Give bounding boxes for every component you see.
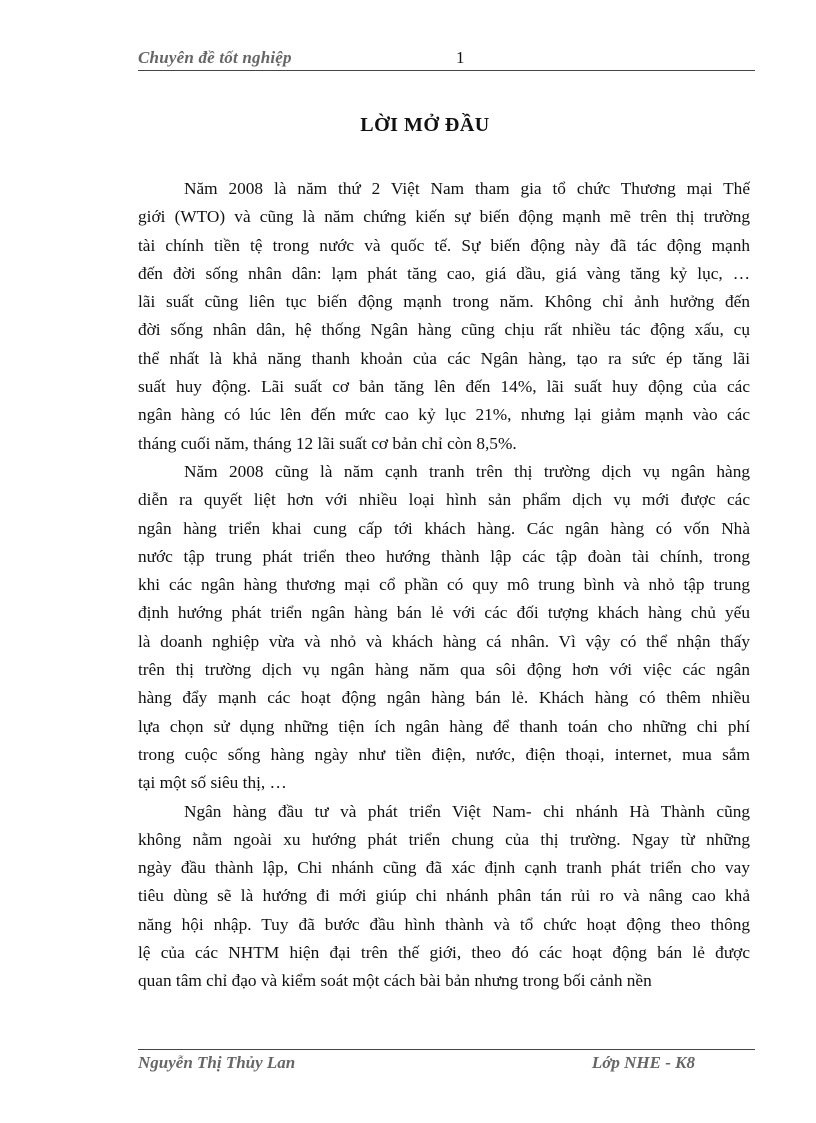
text-line: ngân hàng triển khai cung cấp tới khách hàng. Các ngân hàng có vốn Nhà	[138, 518, 750, 538]
page-number: 1	[456, 48, 465, 67]
text-line: đời sống nhân dân, hệ thống Ngân hàng cũng chịu rất nhiều tác động xấu, cụ	[138, 320, 750, 340]
text-line: tháng cuối năm, tháng 12 lãi suất cơ bản chỉ còn 8,5%.	[138, 433, 517, 453]
page-footer	[138, 1049, 755, 1080]
text-line: tiêu dùng sẽ là hướng đi mới giúp chi nhánh phân tán rủi ro và nâng cao khả	[138, 886, 750, 906]
text-line: nước tập trung phát triển theo hướng thành lập các tập đoàn tài chính, trong	[138, 546, 750, 566]
text-line: quan tâm chỉ đạo và kiểm soát một cách bài bản nhưng trong bối cảnh nền	[138, 971, 652, 991]
text-line: ngày đầu thành lập, Chi nhánh cũng đã xác định cạnh tranh phát triển cho vay	[138, 858, 750, 878]
document-body	[138, 175, 750, 996]
text-line: Ngân hàng đầu tư và phát triển Việt Nam- chi nhánh Hà Thành cũng	[184, 801, 750, 821]
header-title: Chuyên đề tốt nghiệp	[138, 48, 292, 67]
text-line: năng hội nhập. Tuy đã bước đầu hình thành và tổ chức hoạt động theo thông	[138, 914, 750, 934]
text-line: giới (WTO) và cũng là năm chứng kiến sự biến động mạnh mẽ trên thị trường	[138, 207, 750, 227]
text-line: lệ của các NHTM hiện đại trên thế giới, theo đó các hoạt động bán lẻ được	[138, 943, 750, 963]
text-line: không nằm ngoài xu hướng phát triển chung của thị trường. Ngay từ những	[138, 829, 750, 849]
text-line: thể nhất là khả năng thanh khoản của các Ngân hàng, tạo ra sức ép tăng lãi	[138, 348, 750, 368]
paragraph-2	[138, 458, 750, 798]
text-line: hàng đẩy mạnh các hoạt động ngân hàng bán lẻ. Khách hàng có thêm nhiều	[138, 688, 750, 708]
text-line: tại một số siêu thị, …	[138, 773, 287, 793]
text-line: khi các ngân hàng thương mại cổ phần có quy mô trung bình và nhỏ tập trung	[138, 575, 750, 595]
text-line: đến đời sống nhân dân: lạm phát tăng cao, giá dầu, giá vàng tăng kỷ lục, …	[138, 263, 750, 283]
paragraph-1	[138, 175, 750, 458]
text-line: lãi suất cũng liên tục biến động mạnh trong năm. Không chỉ ảnh hưởng đến	[138, 292, 750, 312]
text-line: trong cuộc sống hàng ngày như tiền điện, nước, điện thoại, internet, mua sắm	[138, 744, 750, 764]
text-line: tài chính tiền tệ trong nước và quốc tế. Sự biến động này đã tác động mạnh	[138, 235, 750, 255]
paragraph-3	[138, 798, 750, 996]
text-line: trên thị trường dịch vụ ngân hàng năm qua sôi động hơn với việc các ngân	[138, 660, 750, 680]
text-line: định hướng phát triển ngân hàng bán lẻ với các đối tượng khách hàng chủ yếu	[138, 603, 750, 623]
text-line: diễn ra quyết liệt hơn với nhiều loại hình sản phẩm dịch vụ mới được các	[138, 490, 750, 510]
text-line: ngân hàng có lúc lên đến mức cao kỷ lục 21%, nhưng lại giảm mạnh vào các	[138, 405, 750, 425]
text-line: là doanh nghiệp vừa và nhỏ và khách hàng cá nhân. Vì vậy có thể nhận thấy	[138, 631, 750, 651]
text-line: lựa chọn sử dụng những tiện ích ngân hàng để thanh toán cho những chi phí	[138, 716, 750, 736]
footer-class: Lớp NHE - K8	[591, 1053, 695, 1072]
text-line: Năm 2008 cũng là năm cạnh tranh trên thị trường dịch vụ ngân hàng	[184, 461, 750, 481]
text-line: suất huy động. Lãi suất cơ bản tăng lên đến 14%, lãi suất huy động của các	[138, 377, 750, 397]
page-header	[138, 46, 755, 71]
text-line: Năm 2008 là năm thứ 2 Việt Nam tham gia tổ chức Thương mại Thế	[184, 179, 750, 198]
document-title: LỜI MỞ ĐẦU	[360, 114, 490, 136]
footer-author: Nguyễn Thị Thủy Lan	[138, 1053, 296, 1072]
